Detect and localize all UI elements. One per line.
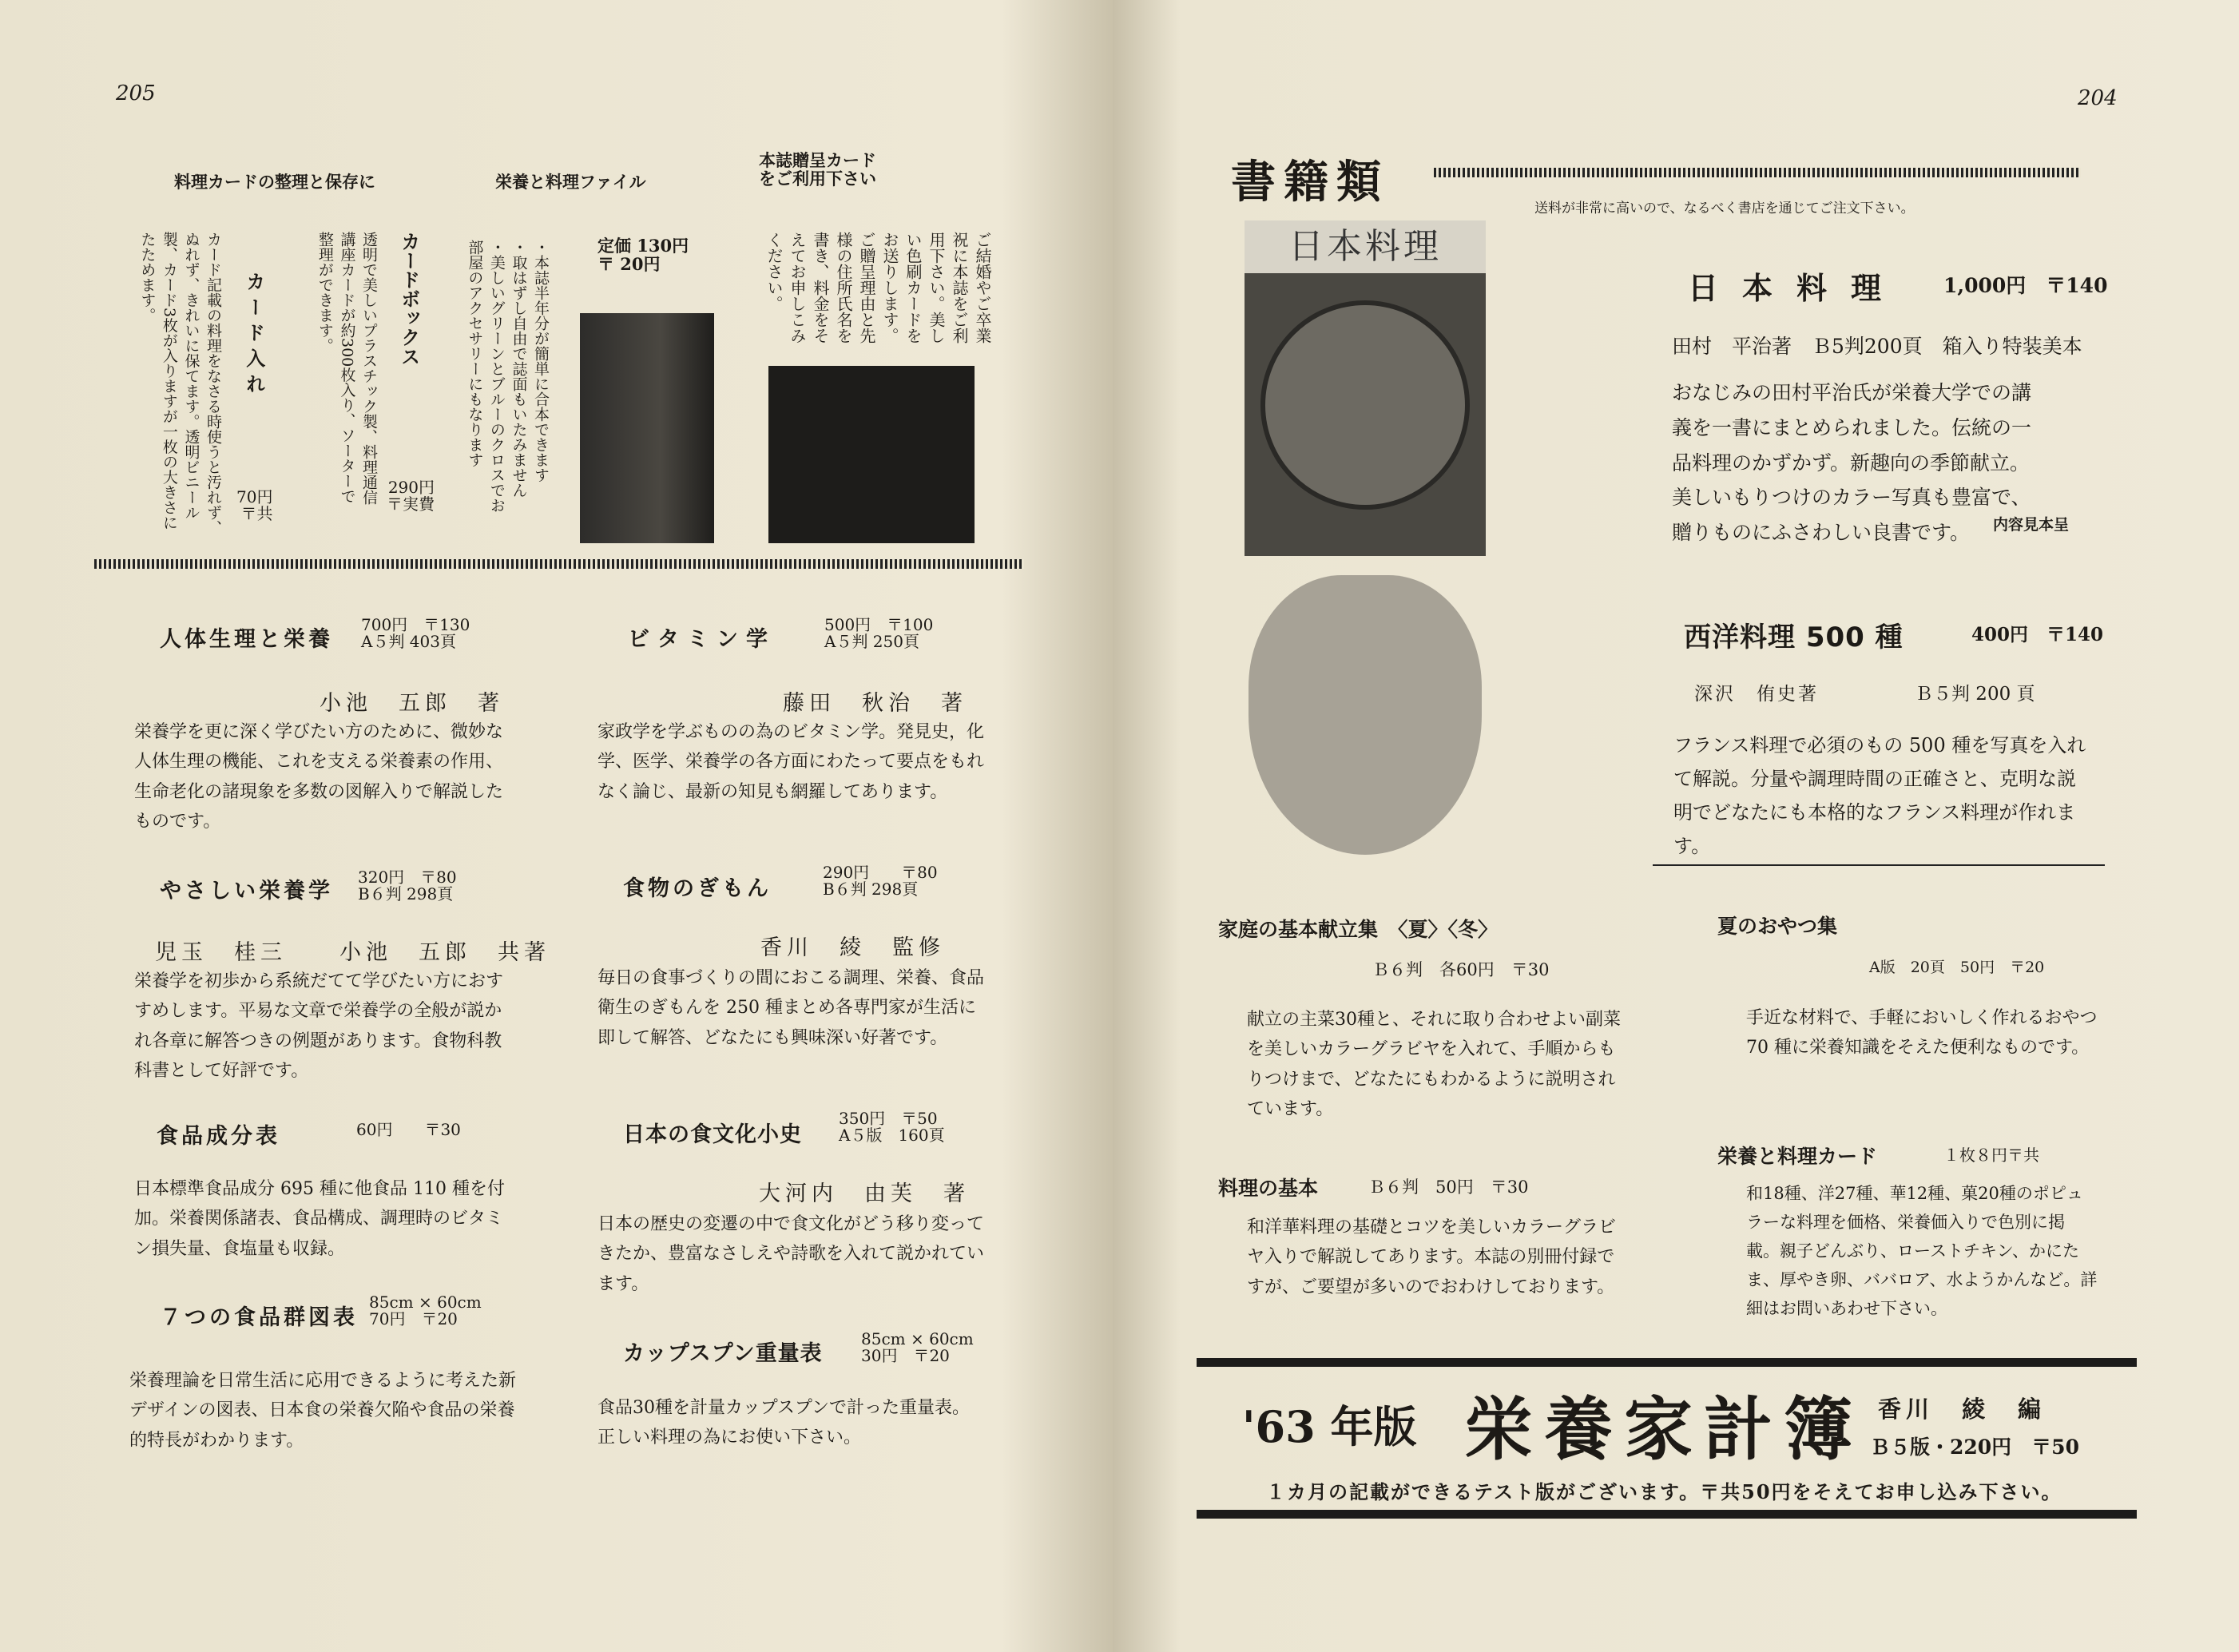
nihon-meta: 田村 平治著 Ｂ5判200頁 箱入り特装美本: [1672, 335, 2082, 358]
book-author-gimon: 香川 綾 監修: [760, 935, 945, 960]
section-heading: 書籍類: [1231, 156, 1389, 208]
book-title-shokuhingun: ７つの食品群図表: [160, 1305, 358, 1330]
oyatsu-price: A版 20頁 50円 〒20: [1869, 959, 2045, 976]
book-desc-cupspoon: 食品30種を計量カップスプンで計った重量表。正しい料理の為にお使い下さい。: [597, 1398, 971, 1448]
book-desc-seibunhyo: 日本標準食品成分 695 種に他食品 110 種を付加。栄養関係諸表、食品構成、調理時のビタミン損失量、食塩量も収録。: [134, 1179, 505, 1259]
book-title-gimon: 食物のぎもん: [623, 876, 772, 901]
nihon-note: 内容見本呈: [1993, 516, 2070, 534]
cover-title-text: 日本料理: [1245, 220, 1486, 273]
page-number-left: 205: [116, 81, 156, 105]
top-section-rule: [94, 559, 1024, 569]
nihon-ryori-cover: [1245, 220, 1486, 556]
book-price-cupspoon: 85cm × 60cm 30円 〒20: [861, 1329, 974, 1365]
book-author-bunka: 大河内 由芙 著: [759, 1181, 970, 1206]
kihon-price: Ｂ６判 50円 〒30: [1368, 1177, 1529, 1197]
seiyo-desc: フランス料理で必須のもの 500 種を写真を入れて解説。分量や調理時間の正確さと、克明な説明でどなたにも本格的なフランス料理が作れます。: [1673, 734, 2086, 857]
right-page: [1113, 0, 2239, 1652]
book-desc-jintai: 栄養学を更に深く学びたい方のために、微妙な人体生理の機能、これを支える栄養素の作用、生命老化の諸現象を多数の図解入りで解説したものです。: [134, 722, 504, 832]
kakeibo-title: 栄養家計簿: [1464, 1389, 1864, 1470]
book-title-yasashii: やさしい栄養学: [160, 879, 333, 903]
page-number-right: 204: [2078, 86, 2118, 110]
nihon-title: 日本料理: [1688, 271, 1906, 306]
kakeibo-price: Ｂ５版・220円 〒50: [1870, 1436, 2079, 1459]
book-title-cupspoon: カップスプン重量表: [623, 1341, 823, 1366]
seiyo-author: 深沢 侑史著: [1694, 684, 1819, 705]
book-desc-vitamin: 家政学を学ぶものの為のビタミン学。発見史，化学、医学、栄養学の各方面にわたって要点をもれなく論じ、最新の知見も網羅してあります。: [597, 722, 985, 802]
kakeibo-note: １カ月の記載ができるテスト版がございます。〒共50円をそえてお申し込み下さい。: [1266, 1480, 2062, 1503]
heading-rule: [1434, 168, 2081, 177]
kakeibo-editor: 香川 綾 編: [1878, 1396, 2046, 1423]
book-title-jintai: 人体生理と栄養: [160, 627, 333, 652]
card-case-price: 70円 〒共: [236, 487, 273, 523]
book-price-yasashii: 320円 〒80 B６判 298頁: [358, 868, 457, 903]
book-desc-gimon: 毎日の食事づくりの間におこる調理、栄養、食品衛生のぎもんを 250 種まとめ各専門家が生活に即して解答、どなたにも興味深い好著です。: [597, 968, 985, 1048]
kihon-title: 料理の基本: [1218, 1177, 1319, 1200]
book-title-seibunhyo: 食品成分表: [157, 1124, 280, 1149]
book-price-bunka: 350円 〒50 A５版 160頁: [839, 1109, 945, 1145]
book-title-bunka: 日本の食文化小史: [623, 1122, 802, 1147]
card-case-desc: カード記載の料理をなさる時使うと汚れず、ぬれず、きれいに保てます。透明ビニール製、カード3枚が入りますが一枚の大きさにたためます。: [138, 232, 222, 535]
book-price-vitamin: 500円 〒100 A５判 250頁: [824, 615, 934, 651]
book-author-yasashii: 児玉 桂三 小池 五郎 共著: [155, 940, 550, 965]
book-author-vitamin: 藤田 秋治 著: [783, 691, 967, 716]
order-notice: 送料が非常に高いので、なるべく書店を通じてご注文下さい。: [1534, 201, 1915, 216]
left-page: [0, 0, 1113, 1652]
book-price-seibunhyo: 60円 〒30: [356, 1120, 461, 1139]
card-price: １枚８円〒共: [1943, 1146, 2039, 1165]
book-desc-bunka: 日本の歴史の変遷の中で食文化がどう移り変ってきたか、豊富なさしえや詩歌を入れて説かれています。: [597, 1214, 985, 1294]
book-price-shokuhingun: 85cm × 60cm 70円 〒20: [369, 1293, 482, 1328]
kondate-price: Ｂ６判 各60円 〒30: [1372, 960, 1550, 979]
card-box-title: カードボックス: [397, 232, 420, 366]
header-file: 栄養と料理ファイル: [495, 173, 646, 192]
book-author-jintai: 小池 五郎 著: [320, 691, 504, 716]
cover-plate-graphic: [1260, 300, 1470, 510]
book-title-vitamin: ビタミン学: [628, 627, 776, 652]
card-desc: 和18種、洋27種、華12種、菓20種のポピュラーな料理を価格、栄養価入りで色別に掲載。親子どんぶり、ローストチキン、かにたま、厚やき卵、ババロア、水ようかんなど。詳細はお問いあわせ下さい。: [1746, 1184, 2098, 1319]
book-desc-yasashii: 栄養学を初歩から系統だてて学びたい方におすすめします。平易な文章で栄養学の全般が説かれ各章に解答つきの例題があります。食物科教科書として好評です。: [134, 971, 504, 1082]
card-title: 栄養と料理カード: [1717, 1145, 1878, 1168]
nihon-price: 1,000円 〒140: [1943, 274, 2108, 297]
book-desc-shokuhingun: 栄養理論を日常生活に応用できるように考えた新デザインの図表、日本食の栄養欠陥や食品の栄養的特長がわかります。: [129, 1371, 517, 1451]
seiyo-size: Ｂ５判 200 頁: [1915, 684, 2035, 705]
kihon-desc: 和洋華料理の基礎とコツを美しいカラーグラビヤ入りで解説してあります。本誌の別冊付録ですが、ご要望が多いのでおわけしております。: [1247, 1217, 1617, 1297]
file-binder-photo: [580, 313, 714, 543]
seiyo-underline: [1653, 864, 2105, 866]
kakeibo-top-bar: [1197, 1358, 2137, 1367]
header-gift: 本誌贈呈カード をご利用下さい: [759, 151, 876, 189]
card-box-price: 290円 〒実費: [387, 478, 435, 514]
book-price-gimon: 290円 〒80 B６判 298頁: [823, 863, 938, 899]
kakeibo-bottom-bar: [1197, 1510, 2137, 1519]
header-card-care: 料理カードの整理と保存に: [174, 173, 375, 192]
book-price-jintai: 700円 〒130 A５判 403頁: [361, 615, 470, 651]
file-price: 定価 130円 〒 20円: [597, 236, 689, 275]
kondate-title: 家庭の基本献立集 〈夏〉〈冬〉: [1218, 918, 1499, 941]
seiyo-price: 400円 〒140: [1971, 624, 2104, 645]
card-case-title: カード入れ: [242, 272, 265, 399]
gift-card-photo: [768, 366, 975, 543]
oyatsu-desc: 手近な材料で、手軽においしく作れるおやつ 70 種に栄養知識をそえた便利なものです。: [1746, 1008, 2098, 1058]
kondate-desc: 献立の主菜30種と、それに取り合わせよい副菜を美しいカラーグラビヤを入れて、手順からもりつけまで、どなたにもわかるように説明されています。: [1247, 1010, 1621, 1120]
gift-card-desc: ご結婚やご卒業祝に本誌をご利用下さい。美しい色刷カードをお送りします。ご贈呈理由と先様の住所氏名を書き、料金をそえてお申しこみください。: [764, 232, 992, 344]
seiyo-title: 西洋料理 500 種: [1684, 621, 1904, 653]
oyatsu-title: 夏のおやつ集: [1717, 915, 1838, 938]
seiyo-ryori-cover: [1249, 575, 1482, 855]
file-desc: ・本誌半年分が簡単に合本できます ・取はずし自由で誌面もいたみません ・美しいグリーンとブルーのクロスでお部屋のアクセサリーにもなります: [466, 240, 550, 513]
card-box-desc: 透明で美しいプラスチック製、料理通信講座カードが約300枚入り、ソーターで整理ができます。: [316, 232, 378, 505]
nihon-desc: おなじみの田村平治氏が栄養大学での講義を一書にまとめられました。伝統の一品料理のかずかず。新趣向の季節献立。美しいもりつけのカラー写真も豊富で、贈りものにふさわしい良書です。: [1672, 381, 2032, 544]
kakeibo-year: '63 年版: [1242, 1401, 1417, 1452]
